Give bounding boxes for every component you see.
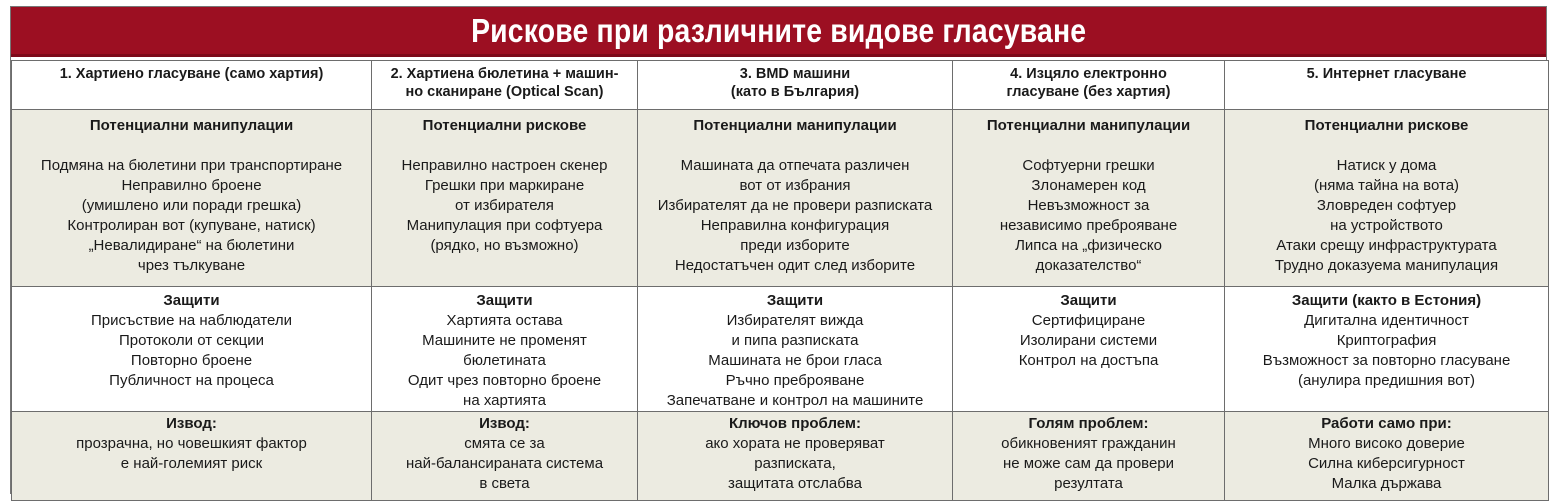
column-header-line: (като в България) [730,84,860,100]
protection-item: Одит чрез повторно броене [407,372,602,389]
risk-item: Невъзможност за [1027,197,1150,214]
protection-item: на хартията [463,392,546,409]
conclusion-item: Малка държава [1331,475,1442,492]
protection-item: и пипа разписката [731,332,859,349]
protection-item: Хартията остава [446,312,563,329]
conclusion-item: Много високо доверие [1308,435,1465,452]
column-header-line: 5. Интернет гласуване [1306,66,1467,82]
risks-row [12,110,1549,287]
risks-cell-1 [12,110,372,287]
risks-cell-2 [372,110,638,287]
protection-item: Ръчно преброяване [725,372,865,389]
protection-item: (анулира предишния вот) [1297,372,1476,389]
page-title: Рискове при различните видове гласуване [470,11,1087,49]
risks-cell-4 [953,110,1225,287]
risk-item: Грешки при маркиране [424,177,585,194]
protections-cell-2 [372,287,638,412]
protections-cell-1 [12,287,372,412]
risk-item: Зловреден софтуер [1316,197,1457,214]
risks-title: Потенциални рискове [422,117,587,134]
protection-item: Запечатване и контрол на машините [666,392,924,409]
protections-title: Защити (както в Естония) [1291,292,1482,309]
conclusion-title: Ключов проблем: [728,415,862,432]
column-header-1 [12,61,372,110]
risks-title: Потенциални рискове [1304,117,1469,134]
protection-item: Дигитална идентичност [1304,312,1469,329]
protection-item: Контрол на достъпа [1018,352,1159,369]
risk-item: Подмяна на бюлетини при транспортиране [40,157,343,174]
risks-title: Потенциални манипулации [986,117,1191,134]
risk-item: Машината да отпечата различен [680,157,910,174]
risk-table-graphic [10,6,1547,494]
protections-title: Защити [766,292,824,309]
column-header-5 [1225,61,1549,110]
risk-item: Атаки срещу инфраструктурата [1276,237,1497,254]
risks-title: Потенциални манипулации [693,117,897,134]
protections-title: Защити [476,292,533,309]
risk-item: Избирателят да не провери разписката [657,197,933,214]
risk-item: Неправилно броене [121,177,262,194]
risk-item: Липса на „физическо [1015,237,1162,254]
protection-item: бюлетината [463,352,546,369]
protections-cell-5 [1225,287,1549,412]
conclusion-item: смята се за [464,435,545,452]
risk-item: преди изборите [740,237,850,254]
conclusion-item: прозрачна, но човешкият фактор [76,435,307,452]
conclusion-item: в света [479,475,530,492]
protection-item: Изолирани системи [1019,332,1158,349]
header-row [12,61,1549,110]
column-header-3 [638,61,953,110]
risk-item: Контролиран вот (купуване, натиск) [67,217,316,234]
risk-item: Неправилно настроен скенер [401,157,608,174]
risks-title: Потенциални манипулации [89,117,294,134]
protection-item: Протоколи от секции [118,332,265,349]
conclusion-item: обикновеният гражданин [1001,435,1176,452]
column-header-4 [953,61,1225,110]
risk-item: Манипулация при софтуера [406,217,603,234]
column-header-line: 2. Хартиена бюлетина + машин- [390,66,619,82]
conclusion-row [12,412,1549,501]
column-header-line: но сканиране (Optical Scan) [405,84,604,100]
conclusion-item: Силна киберсигурност [1308,455,1465,472]
column-header-line: 3. BMD машини [739,66,851,82]
conclusion-item: ако хората не проверяват [705,435,885,452]
conclusion-item: резултата [1054,475,1123,492]
risk-item: чрез тълкуване [137,257,246,274]
protection-item: Повторно броене [130,352,253,369]
protection-item: Избирателят вижда [726,312,864,329]
column-header-line: гласуване (без хартия) [1006,84,1171,100]
risks-cell-5 [1225,110,1549,287]
conclusion-cell-4 [953,412,1225,501]
risk-item: (умишлено или поради грешка) [81,197,302,214]
protections-title: Защити [1060,292,1117,309]
conclusion-item: разписката, [754,455,836,472]
risk-item: Неправилна конфигурация [700,217,890,234]
protection-item: Сертифициране [1031,312,1146,329]
protection-item: Машината не брои гласа [708,352,882,369]
risks-cell-3 [638,110,953,287]
risk-item: независимо преброяване [999,217,1178,234]
conclusion-title: Извод: [166,415,217,432]
title-bar [11,7,1546,57]
risk-item: „Невалидиране“ на бюлетини [88,237,295,254]
column-header-2 [372,61,638,110]
protections-title: Защити [163,292,220,309]
column-header-line: 1. Хартиено гласуване (само хартия) [59,66,324,82]
comparison-table [11,60,1549,501]
conclusion-item: е най-големият риск [120,455,263,472]
conclusion-item: защитата отслабва [728,475,862,492]
risk-item: Софтуерни грешки [1022,157,1155,174]
risk-item: доказателство“ [1035,257,1142,274]
protections-row [12,287,1549,412]
protections-cell-3 [638,287,953,412]
conclusion-title: Голям проблем: [1028,415,1149,432]
conclusion-cell-5 [1225,412,1549,501]
conclusion-title: Извод: [479,415,530,432]
risk-item: Натиск у дома [1336,157,1437,174]
conclusion-item: не може сам да провери [1002,455,1175,472]
protection-item: Присъствие на наблюдатели [90,312,293,329]
conclusion-cell-2 [372,412,638,501]
risk-item: (няма тайна на вота) [1313,177,1460,194]
column-header-line: 4. Изцяло електронно [1010,66,1167,82]
protection-item: Криптография [1336,332,1437,349]
risk-item: на устройството [1330,217,1443,234]
risk-item: Недостатъчен одит след изборите [674,257,916,274]
protection-item: Машините не променят [422,332,587,349]
risk-item: Трудно доказуема манипулация [1274,257,1499,274]
protections-cell-4 [953,287,1225,412]
risk-item: вот от избрания [739,177,851,194]
risk-item: от избирателя [455,197,554,214]
conclusion-cell-1 [12,412,372,501]
risk-item: (рядко, но възможно) [430,237,579,254]
conclusion-title: Работи само при: [1321,415,1452,432]
protection-item: Възможност за повторно гласуване [1262,352,1511,369]
protection-item: Публичност на процеса [109,372,274,389]
conclusion-item: най-балансираната система [405,455,604,472]
conclusion-cell-3 [638,412,953,501]
risk-item: Злонамерен код [1031,177,1146,194]
